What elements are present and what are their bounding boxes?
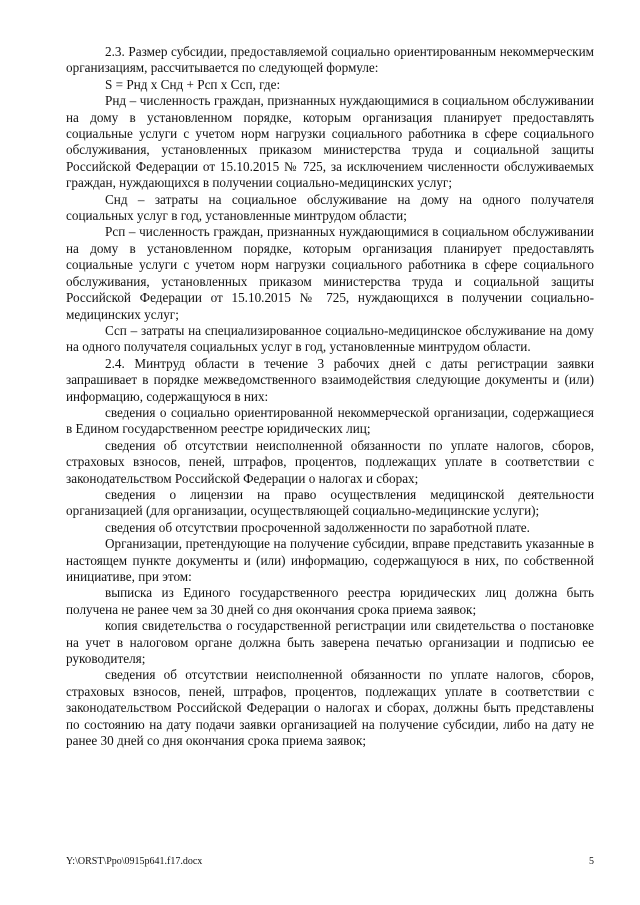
subsidy-formula: S = Рнд х Снд + Рсп х Ссп, где: <box>105 76 281 92</box>
paragraph-medical-license: сведения о лицензии на право осуществления медицинской деятельности организацией (для организации, осуществляющей социально-медицинские услуги); <box>66 486 594 519</box>
paragraph-egrul-info: сведения о социально ориентированной некоммерческой организации, содержащиеся в Едином государственном реестре юридических лиц; <box>66 404 594 437</box>
paragraph-2-3: 2.3. Размер субсидии, предоставляемой социально ориентированным некоммерческим организациям, рассчитывается по следующей формуле: <box>66 44 594 76</box>
paragraph-wage-arrears: сведения об отсутствии просроченной задолженности по заработной плате. <box>105 519 530 535</box>
paragraph-rnd-definition: Рнд – численность граждан, признанных нуждающимися в социальном обслуживании на дому в установленном порядке, которым организация планирует предоставлять социальные услуги с учетом норм нагрузки социального работника в сфере социального обслуживания, установленных приказом министерства труда и социальной защиты Российской Федерации от 15.10.2015 № 725, за исключением численности обслуживаемых граждан, нуждающихся в получении социально-медицинских услуг; <box>66 93 594 191</box>
paragraph-2-4: 2.4. Минтруд области в течение 3 рабочих дней с даты регистрации заявки запрашивает в порядке межведомственного взаимодействия следующие документы и (или) информацию, содержащуюся в них: <box>66 355 594 404</box>
paragraph-tax-obligations: сведения об отсутствии неисполненной обязанности по уплате налогов, сборов, страховых взносов, пеней, штрафов, процентов, подлежащих уплате в соответствии с законодательством Российской Федерации о налогах и сборах; <box>66 437 594 486</box>
paragraph-tax-info-date: сведения об отсутствии неисполненной обязанности по уплате налогов, сборов, страховых взносов, пеней, штрафов, процентов, подлежащих уплате в соответствии с законодательством Российской Федерации о налогах и сборах, должны быть представлены по состоянию на дату подачи заявки организацией на получение субсидии, либо на дату не ранее 30 дней со дня окончания срока приема заявок; <box>66 667 594 749</box>
paragraph-egrul-extract: выписка из Единого государственного реестра юридических лиц должна быть получена не ранее чем за 30 дней со дня окончания срока приема заявок; <box>66 585 594 617</box>
document-body <box>66 44 594 749</box>
paragraph-own-initiative: Организации, претендующие на получение субсидии, вправе представить указанные в настоящем пункте документы и (или) информацию, содержащуюся в них, по собственной инициативе, при этом: <box>66 536 594 584</box>
paragraph-registration-copy: копия свидетельства о государственной регистрации или свидетельства о постановке на учет в налоговом органе должна быть заверена печатью организации и подписью ее руководителя; <box>66 618 594 667</box>
footer-page-number: 5 <box>589 856 594 867</box>
paragraph-ssp-definition: Ссп – затраты на специализированное социально-медицинское обслуживание на дому на одного получателя социальных услуг в год, установленные минтрудом области. <box>66 322 594 355</box>
paragraph-rsp-definition: Рсп – численность граждан, признанных нуждающимися в социальном обслуживании на дому в установленном порядке, которым организация планирует предоставлять социальные услуги с учетом норм нагрузки социального работника в сфере социального обслуживания, установленных приказом министерства труда и социальной защиты Российской Федерации от 15.10.2015 № 725, нуждающихся в получении социально-медицинских услуг; <box>66 224 594 322</box>
paragraph-snd-definition: Снд – затраты на социальное обслуживание на дому на одного получателя социальных услуг в год, установленные минтрудом области; <box>66 191 594 224</box>
footer-file-path: Y:\ORST\Ppo\0915p641.f17.docx <box>66 856 203 867</box>
